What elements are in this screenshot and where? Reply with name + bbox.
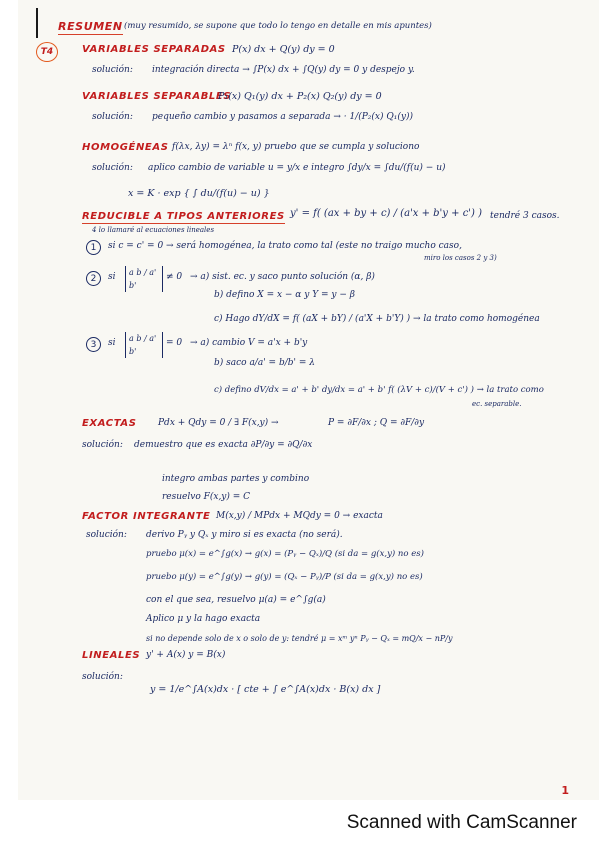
- factor-line-3: pruebo μ(y) = e^∫g(y) → g(y) = (Qₓ − Pᵧ)/P (si da = g(x,y) no es): [146, 572, 423, 582]
- exact-solution: demuestro que es exacta ∂P/∂y = ∂Q/∂x: [134, 440, 313, 450]
- page-title: RESUMEN: [58, 20, 123, 33]
- case-2-si: si: [108, 272, 116, 282]
- separated-solution: integración directa → ∫P(x) dx + ∫Q(y) dy = 0 y despejo y.: [152, 65, 415, 75]
- separated-heading: VARIABLES SEPARADAS: [82, 44, 226, 55]
- linear-equation: y' + A(x) y = B(x): [146, 650, 226, 660]
- case-2-step-c: c) Hago dY/dX = f( (aX + bY) / (a'X + b'Y) ) → la trato como homogénea: [214, 314, 540, 324]
- separable-solution-label: solución:: [92, 112, 133, 122]
- factor-equation: M(x,y) / MPdx + MQdy = 0 → exacta: [216, 511, 383, 521]
- homogeneous-solution: aplico cambio de variable u = y/x e integro ∫dy/x = ∫du/(f(u) − u): [148, 163, 446, 173]
- case-3-det-bar-left: [125, 332, 126, 358]
- reducible-note: tendré 3 casos.: [490, 211, 560, 221]
- homogeneous-heading: HOMOGÉNEAS: [82, 142, 169, 153]
- homogeneous-solution-label: solución:: [92, 163, 133, 173]
- case-1-number: 1: [86, 240, 101, 255]
- case-3-number: 3: [86, 337, 101, 352]
- exact-step-3: resuelvo F(x,y) = C: [162, 492, 251, 502]
- reducible-heading: REDUCIBLE A TIPOS ANTERIORES: [82, 211, 285, 222]
- case-3-step-b: b) saco a/a' = b/b' = λ: [214, 358, 315, 368]
- case-3-step-a: → a) cambio V = a'x + b'y: [190, 338, 308, 348]
- case-2-number: 2: [86, 271, 101, 286]
- case-2-step-b: b) defino X = x − α y Y = y − β: [214, 290, 355, 300]
- scanner-watermark: Scanned with CamScanner: [346, 812, 577, 833]
- case-2-determinant: a b / a' b': [129, 268, 157, 290]
- page-number: 1: [561, 784, 569, 797]
- homogeneous-equation: f(λx, λy) = λⁿ f(x, y) pruebo que se cumpla y soluciono: [172, 142, 420, 152]
- factor-solution-label: solución:: [86, 530, 127, 540]
- exact-brace: P = ∂F/∂x ; Q = ∂F/∂y: [328, 418, 425, 428]
- exact-step-2: integro ambas partes y combino: [162, 474, 310, 484]
- case-3-condition: = 0: [166, 338, 183, 348]
- linear-heading: LINEALES: [82, 650, 141, 661]
- homogeneous-result: x = K · exp { ∫ du/(f(u) − u) }: [128, 188, 270, 199]
- case-3-determinant: a b / a' b': [129, 334, 157, 356]
- case-3-si: si: [108, 338, 116, 348]
- case-1-text: si c = c' = 0 → será homogénea, la trato como tal (este no traigo mucho caso,: [108, 241, 462, 251]
- margin-mark: [36, 8, 38, 38]
- linear-solution-label: solución:: [82, 672, 123, 682]
- exact-solution-label: solución:: [82, 440, 123, 450]
- exact-heading: EXACTAS: [82, 418, 137, 429]
- factor-line-4: con el que sea, resuelvo μ(a) = e^∫g(a): [146, 595, 326, 605]
- case-3-det-bar-right: [162, 332, 163, 358]
- case-1-text-continued: miro los casos 2 y 3): [424, 254, 497, 262]
- title-note: (muy resumido, se supone que todo lo tengo en detalle en mis apuntes): [124, 21, 432, 31]
- separable-heading: VARIABLES SEPARABLES: [82, 91, 232, 102]
- factor-line-6: si no depende solo de x o solo de y: tendré μ = xᵐ yⁿ Pᵧ − Qₓ = mQ/x − nP/y: [146, 634, 453, 643]
- case-2-condition: ≠ 0: [166, 272, 183, 282]
- linear-formula: y = 1/e^∫A(x)dx · [ cte + ∫ e^∫A(x)dx · B(x) dx ]: [150, 684, 381, 695]
- factor-line-5: Aplico μ y la hago exacta: [146, 614, 261, 624]
- factor-line-2: pruebo μ(x) = e^∫g(x) → g(x) = (Pᵧ − Qₓ)/Q (si da = g(x,y) no es): [146, 549, 424, 559]
- case-2-det-bar-right: [162, 266, 163, 292]
- case-2-step-a: → a) sist. ec. y saco punto solución (α, β): [190, 272, 375, 282]
- case-2-det-bar-left: [125, 266, 126, 292]
- separated-solution-label: solución:: [92, 65, 133, 75]
- factor-heading: FACTOR INTEGRANTE: [82, 511, 211, 522]
- reducible-equation: y' = f( (ax + by + c) / (a'x + b'y + c') ): [290, 208, 483, 219]
- case-3-step-c: c) defino dV/dx = a' + b' dy/dx = a' + b' f( (λV + c)/(V + c') ) → la trato como: [214, 385, 544, 395]
- factor-line-1: derivo Pᵧ y Qₓ y miro si es exacta (no será).: [146, 530, 343, 540]
- separable-equation: P₁(x) Q₁(y) dx + P₂(x) Q₂(y) dy = 0: [218, 91, 382, 102]
- separable-solution: pequeño cambio y pasamos a separada → · 1/(P₂(x) Q₁(y)): [152, 112, 413, 122]
- exact-equation: Pdx + Qdy = 0 / ∃ F(x,y) →: [158, 418, 279, 428]
- separated-equation: P(x) dx + Q(y) dy = 0: [232, 44, 335, 55]
- case-3-step-c-continued: ec. separable.: [472, 400, 522, 408]
- section-badge: T4: [36, 42, 58, 62]
- reducible-subnote: 4 lo llamaré al ecuaciones lineales: [92, 226, 215, 234]
